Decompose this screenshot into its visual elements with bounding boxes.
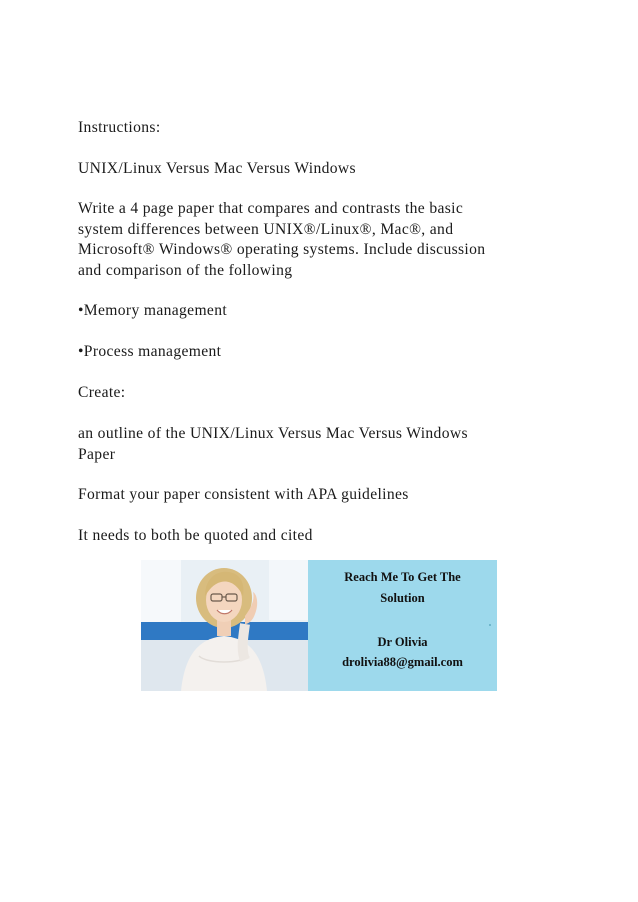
paragraph-line: Microsoft® Windows® operating systems. Include discussion — [78, 241, 486, 258]
bullet-item: •Process management — [78, 343, 222, 360]
decorative-dot — [489, 624, 491, 626]
paragraph-line: Write a 4 page paper that compares and contrasts the basic — [78, 200, 464, 217]
contact-banner — [141, 560, 497, 691]
banner-headline-continued: Solution — [380, 591, 425, 605]
paragraph-line: system differences between UNIX®/Linux®, Mac®, and — [78, 220, 454, 238]
outline-line: an outline of the UNIX/Linux Versus Mac Versus Windows — [78, 425, 468, 442]
paragraph-line: and comparison of the following — [78, 261, 293, 279]
format-note: Format your paper consistent with APA guidelines — [78, 486, 409, 503]
citation-note: It needs to both be quoted and cited — [78, 527, 313, 544]
contact-name: Dr Olivia — [377, 635, 428, 649]
woman-with-glasses-illustration — [141, 560, 308, 691]
banner-headline: Reach Me To Get The — [344, 570, 461, 584]
bullet-item: •Memory management — [78, 302, 228, 319]
contact-panel — [308, 560, 497, 691]
outline-line: Paper — [78, 445, 116, 463]
create-label: Create: — [78, 384, 126, 401]
contact-email: drolivia88@gmail.com — [342, 655, 463, 669]
document-title: UNIX/Linux Versus Mac Versus Windows — [78, 160, 356, 177]
tutor-photo — [141, 560, 308, 691]
instructions-label: Instructions: — [78, 119, 161, 136]
